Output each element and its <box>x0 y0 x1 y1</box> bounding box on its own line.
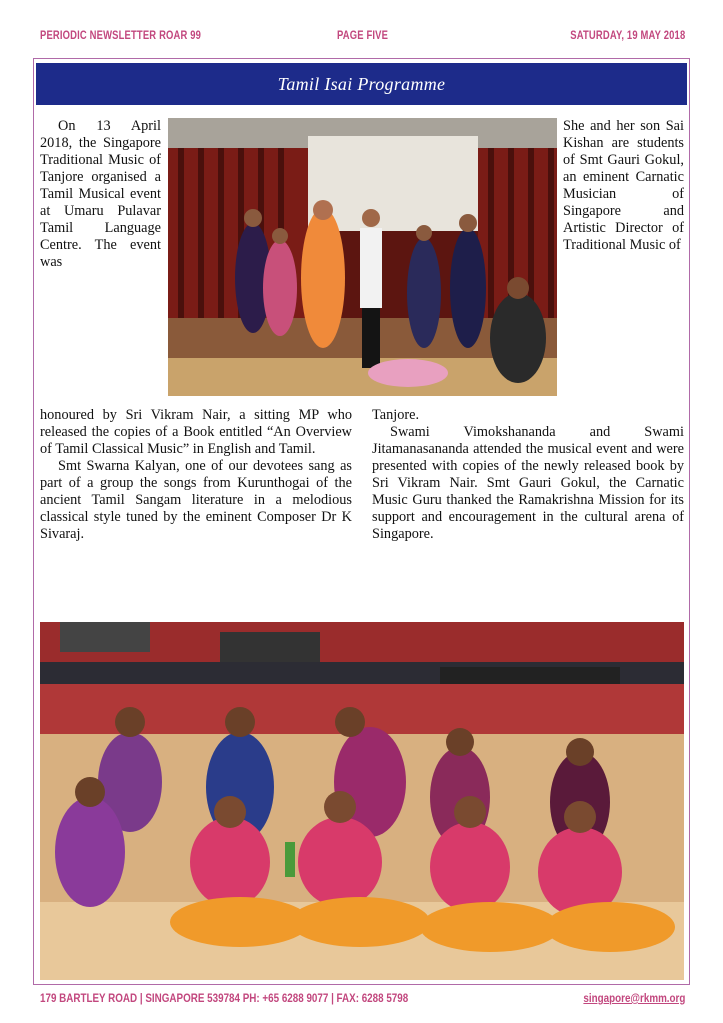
book-release-photo-illustration <box>168 118 557 396</box>
issue-date: SATURDAY, 19 MAY 2018 <box>569 30 685 42</box>
article-paragraph: honoured by Sri Vikram Nair, a sitting MP who released the copies of a Book entitled “An Overview of Tamil Classical Music” in English and Tamil. <box>40 407 352 457</box>
article-paragraph: On 13 April 2018, the Singapore Traditional Music of Tanjore organised a Tamil Musical event at Umaru Pulavar Tamil Language Centre. The event was <box>40 118 161 270</box>
page-title: Tamil Isai Programme <box>277 73 446 94</box>
article-paragraph: She and her son Sai Kishan are students of Smt Gauri Gokul, an eminent Carnatic Musician of Singapore and Artistic Director of Traditional Music of <box>563 118 684 253</box>
group-singing-photo <box>40 622 684 980</box>
article-paragraph: Smt Swarna Kalyan, one of our devotees sang as part of a group the songs from Kurunthogai of the ancient Tamil Sangam literature in a melodious classical style tuned by the eminent Composer Dr K Sivaraj. <box>40 458 352 542</box>
page-number: PAGE FIVE <box>337 30 389 42</box>
article-column-left-bottom <box>40 407 352 543</box>
article-column-right-bottom <box>372 407 684 543</box>
newsletter-issue: PERIODIC NEWSLETTER ROAR 99 <box>40 30 202 42</box>
article-column-right-top <box>563 118 684 254</box>
footer-contact: 179 BARTLEY ROAD | SINGAPORE 539784 PH: +65 6288 9077 | FAX: 6288 5798 <box>40 991 409 1005</box>
footer-email-link[interactable]: singapore@rkmm.org <box>582 991 685 1005</box>
singers-photo-illustration <box>40 622 684 980</box>
article-paragraph: Tanjore. <box>372 407 420 423</box>
article-column-left-top <box>40 118 161 271</box>
article-paragraph: Swami Vimokshananda and Swami Jitamanasananda attended the musical event and were presented with copies of the newly released book by Sri Vikram Nair. Smt Gauri Gokul, the Carnatic Music Guru thanked the Ramakrishna Mission for its support and encouragement in the cultural arena of Singapore. <box>372 424 684 542</box>
title-bar <box>36 63 687 105</box>
ceremony-photo <box>168 118 557 396</box>
